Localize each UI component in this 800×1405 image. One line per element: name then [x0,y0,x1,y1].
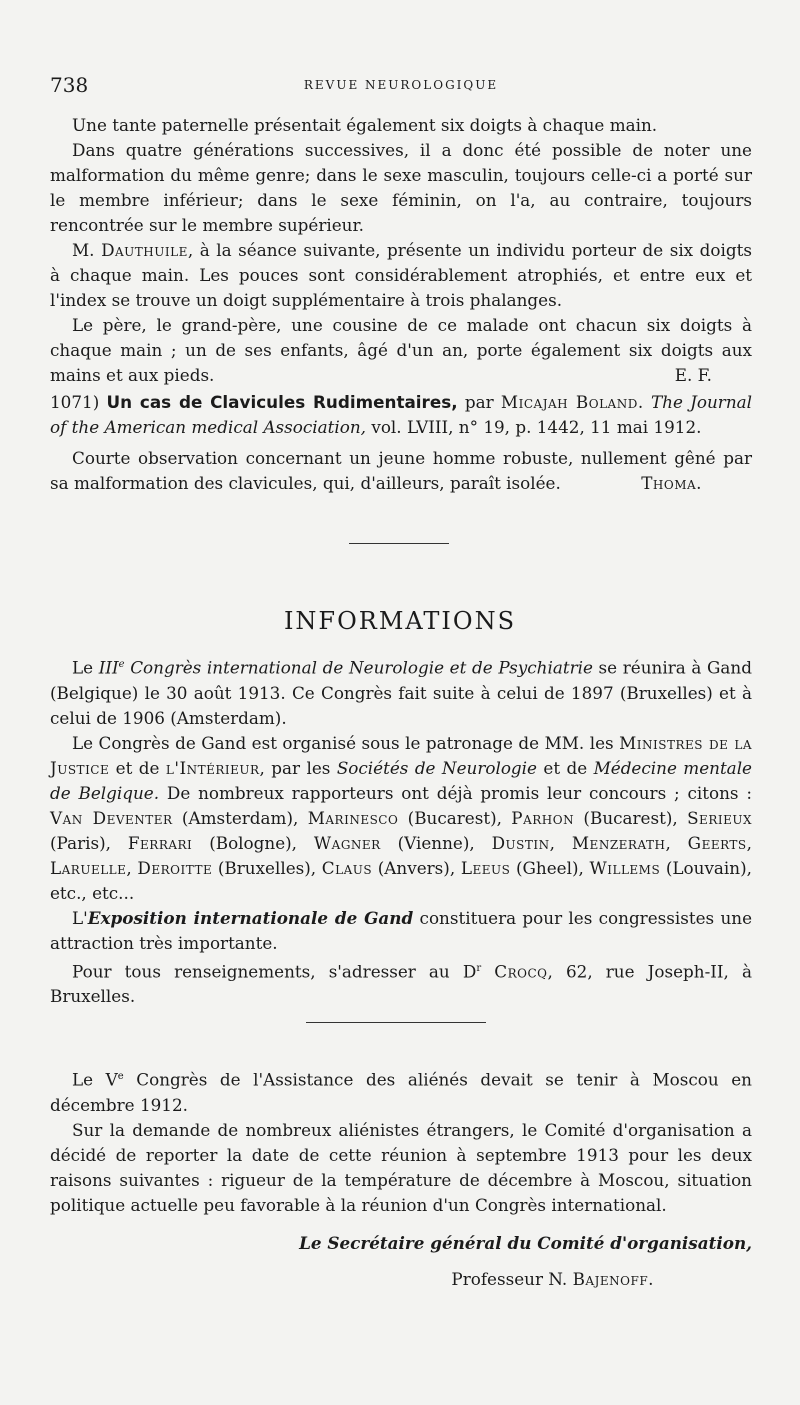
section-title: INFORMATIONS [283,607,517,635]
running-title: REVUE NEUROLOGIQUE [303,78,499,92]
section-divider [306,1022,486,1023]
author-name: Dauthuile [101,240,188,260]
info-congres-gand [50,652,752,1009]
page-header [50,73,752,95]
reviewer-signature: Thoma. [641,473,702,493]
paragraph: Sur la demande de nombreux aliénistes étrangers, le Comité d'organisation a décidé de reporter la date de cette réunion à septembre 1913 pour les deux raisons suivantes : rigueur de la température de décembre à Moscou, situation politique actuelle peu favorable à la réunion d'un Congrès international. [50,1119,752,1215]
page-number: 738 [50,73,89,97]
paragraph: Pour tous renseignements, s'adresser au $D^r$ Crocq, 62, rue Joseph-II, à Bruxelles. [50,961,752,1007]
paragraph: Le Congrès de Gand est organisé sous le patronage de MM. les Ministres de la Justice et de l'Intérieur, par les Sociétés de Neurologie et de Médecine mentale de Belgique. De nombreux rapporteurs ont déjà promis leur concours ; citons : Van Deventer (Amsterdam), Marinesco (Bucarest), Parhon (Bucarest), Serieux (Paris), Ferrari (Bologne), Wagner (Vienne), Dustin, Menzerath, Geerts, Laruelle, Deroitte (Bruxelles), Claus (Anvers), Leeus (Gheel), Willems (Louvain), etc., etc... [50,732,753,903]
info-congres-moscou [50,1064,752,1218]
reference: vol. LVIII, n° 19, p. 1442, 11 mai 1912. [371,417,702,437]
paragraph: M. Dauthuile, à la séance suivante, présente un individu porteur de six doigts à chaque main. Les pouces sont considérablement atrophiés, et entre eux et l'index se trouve un doigt supplémentaire à trois phalanges. [50,240,752,310]
paragraph: L'Exposition internationale de Gand constituera pour les congressistes une attraction très importante. [50,907,752,953]
section-divider [349,543,449,544]
paragraph: Courte observation concernant un jeune homme robuste, nullement gêné par sa malformation des clavicules, qui, d'ailleurs, paraît isolée. Thoma. [50,446,752,496]
paragraph: Le Ve Congrès de l'Assistance des aliénés devait se tenir à Moscou en décembre 1912. [50,1069,752,1115]
signature-name: Professeur N. Bajenoff. [451,1269,654,1289]
review-heading: 1071) Un cas de Clavicules Rudimentaires, par Micajah Boland. The Journal of the American medical Association, vol. LVIII, n° 19, p. 1442, 11 mai 1912. [50,392,752,437]
reviewer-signature: E. F. [674,365,712,385]
paragraph: Le père, le grand-père, une cousine de ce malade ont chacun six doigts à chaque main ; un de ses enfants, âgé d'un an, porte également six doigts aux mains et aux pieds. E. F. [50,313,752,388]
review-dauthuile [50,113,752,388]
signature-role: Le Secrétaire général du Comité d'organisation, [299,1233,752,1253]
paragraph: Le IIIe Congrès international de Neurologie et de Psychiatrie se réunira à Gand (Belgique) le 30 août 1913. Ce Congrès fait suite à celui de 1897 (Bruxelles) et à celui de 1906 (Amsterdam). [50,657,752,728]
author-name: Micajah Boland. [500,392,644,412]
journal-name: The Journal of the American medical Association, [50,392,752,437]
review-1071 [50,390,752,496]
paragraph: Dans quatre générations successives, il a donc été possible de noter une malformation du même genre; dans le sexe masculin, toujours celle-ci a porté sur le membre inférieur; dans le sexe féminin, on l'a, au contraire, toujours rencontrée sur le membre supérieur. [50,140,752,235]
review-title: Un cas de Clavicules Rudimentaires, [106,392,458,412]
paragraph: Une tante paternelle présentait également six doigts à chaque main. [72,115,658,135]
rapporteurs-list: Van Deventer (Amsterdam), Marinesco (Bucarest), Parhon (Bucarest), Serieux (Paris), Ferrari (Bologne), Wagner (Vienne), Dustin, Menzerath, Geerts, Laruelle, Deroitte (Bruxelles), Claus (Anvers), Leeus (Gheel), Willems (Louvain), etc., etc... [50,807,753,903]
review-number: 1071) [50,392,100,412]
